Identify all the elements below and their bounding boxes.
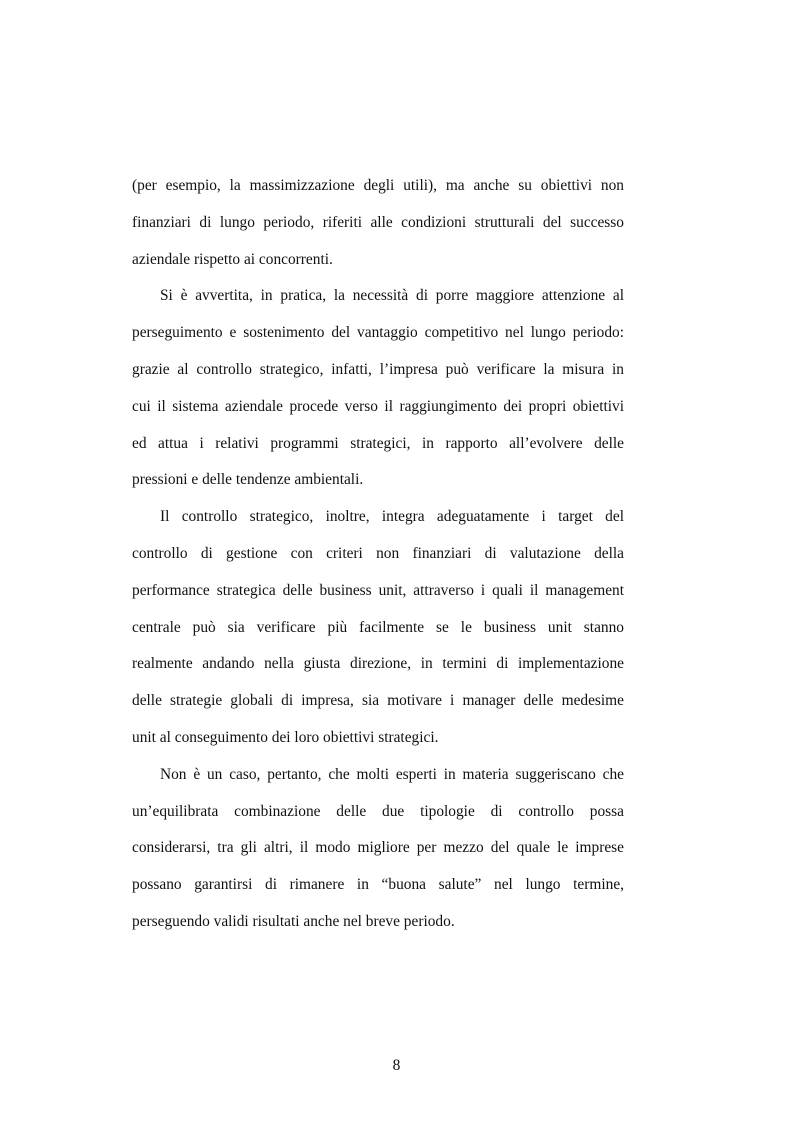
text-line: un’equilibrata combinazione delle due tipologie di controllo possa	[132, 802, 624, 820]
paragraph-3	[132, 499, 624, 757]
paragraph-1	[132, 168, 624, 278]
text-line: delle strategie globali di impresa, sia motivare i manager delle medesime	[132, 692, 624, 710]
text-line: perseguendo validi risultati anche nel breve periodo.	[132, 912, 455, 930]
text-line: realmente andando nella giusta direzione, in termini di implementazione	[132, 655, 624, 673]
text-line: performance strategica delle business unit, attraverso i quali il management	[132, 581, 624, 599]
text-line: unit al conseguimento dei loro obiettivi strategici.	[132, 728, 439, 746]
page-body	[132, 168, 624, 941]
paragraph-4	[132, 757, 624, 941]
text-line: pressioni e delle tendenze ambientali.	[132, 471, 364, 489]
text-line: Il controllo strategico, inoltre, integra adeguatamente i target del	[160, 508, 624, 526]
text-line: (per esempio, la massimizzazione degli utili), ma anche su obiettivi non	[132, 177, 624, 194]
text-line: finanziari di lungo periodo, riferiti alle condizioni strutturali del successo	[132, 213, 624, 231]
page-number: 8	[392, 1057, 401, 1074]
text-line: centrale può sia verificare più facilmente se le business unit stanno	[132, 618, 624, 636]
text-line: Non è un caso, pertanto, che molti esperti in materia suggeriscano che	[160, 765, 624, 783]
text-line: considerarsi, tra gli altri, il modo migliore per mezzo del quale le imprese	[132, 839, 624, 857]
text-line: grazie al controllo strategico, infatti, l’impresa può verificare la misura in	[132, 360, 624, 378]
text-line: perseguimento e sostenimento del vantaggio competitivo nel lungo periodo:	[132, 324, 624, 342]
text-line: controllo di gestione con criteri non finanziari di valutazione della	[132, 544, 624, 562]
text-line: cui il sistema aziendale procede verso il raggiungimento dei propri obiettivi	[132, 397, 624, 415]
text-line: ed attua i relativi programmi strategici, in rapporto all’evolvere delle	[132, 434, 624, 452]
text-line: Si è avvertita, in pratica, la necessità di porre maggiore attenzione al	[160, 287, 624, 305]
text-line: aziendale rispetto ai concorrenti.	[132, 250, 333, 268]
text-line: possano garantirsi di rimanere in “buona salute” nel lungo termine,	[132, 876, 624, 894]
paragraph-2	[132, 278, 624, 499]
